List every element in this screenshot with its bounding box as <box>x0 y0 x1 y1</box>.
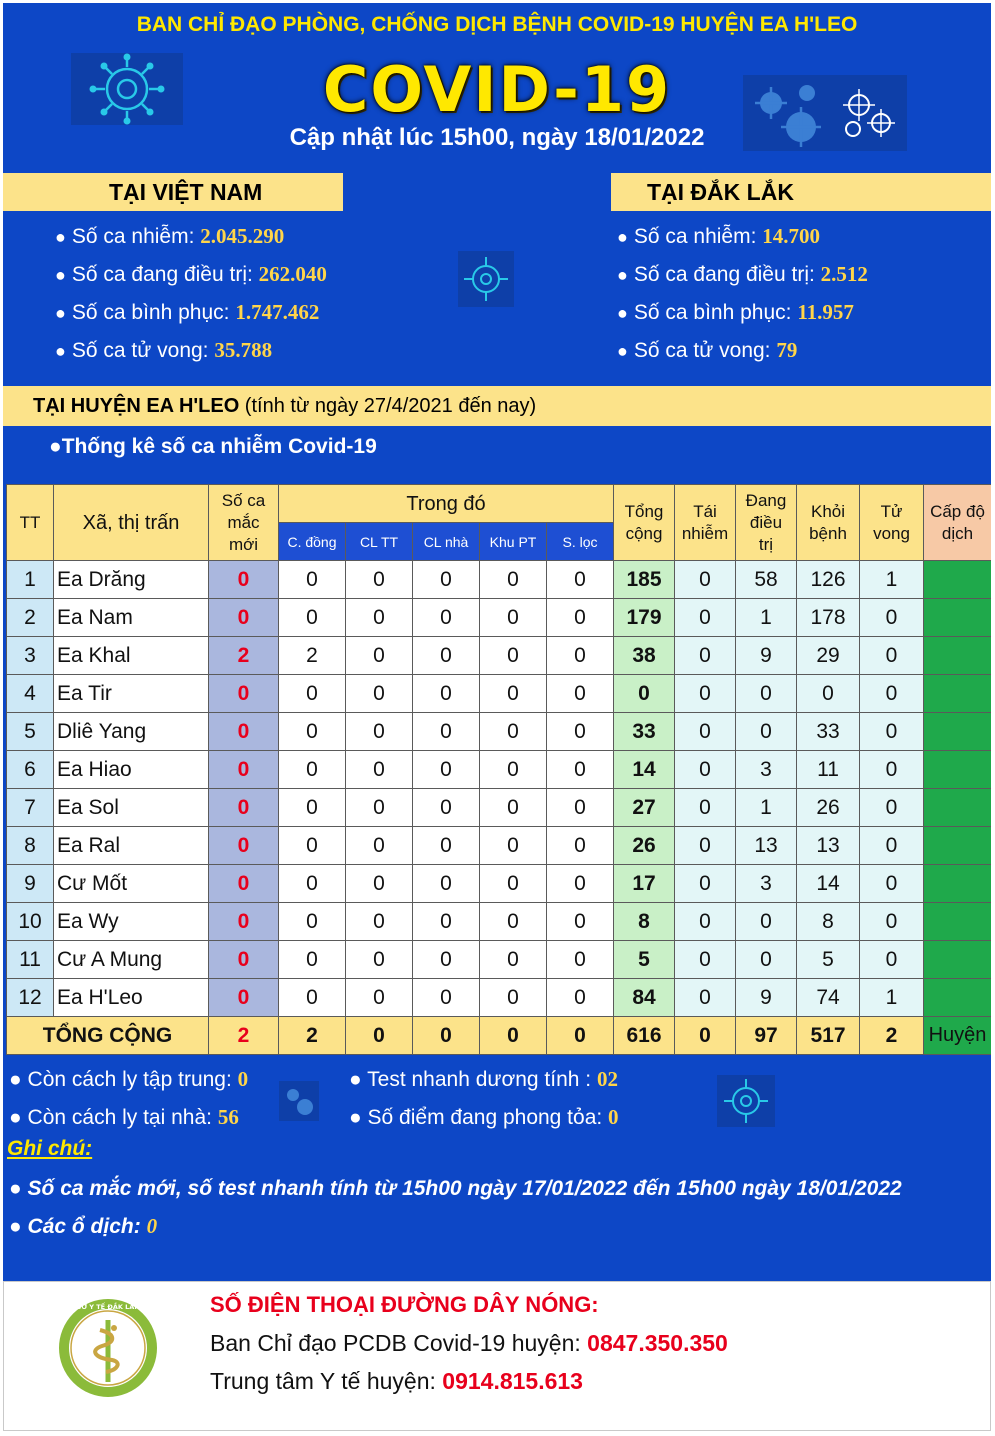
cell-name: Ea Hiao <box>54 751 209 789</box>
total-new: 2 <box>209 1017 279 1055</box>
th-cl-nha: CL nhà <box>413 523 480 561</box>
cell-total: 8 <box>614 903 675 941</box>
total-khupt: 0 <box>480 1017 547 1055</box>
cell-sloc: 0 <box>547 865 614 903</box>
cell-name: Ea H'Leo <box>54 979 209 1017</box>
cell-recov: 11 <box>797 751 860 789</box>
vn-infected: ● Số ca nhiễm: 2.045.290 <box>55 224 285 248</box>
cell-cltt: 0 <box>346 903 413 941</box>
cell-treat: 0 <box>736 941 797 979</box>
cell-reinf: 0 <box>675 599 736 637</box>
cell-recov: 178 <box>797 599 860 637</box>
cell-level <box>924 675 992 713</box>
cell-treat: 3 <box>736 751 797 789</box>
cell-reinf: 0 <box>675 637 736 675</box>
cell-khupt: 0 <box>480 979 547 1017</box>
cell-death: 0 <box>860 637 924 675</box>
total-sloc: 0 <box>547 1017 614 1055</box>
cell-cd: 0 <box>279 675 346 713</box>
logo-text: SỞ Y TẾ ĐẮK LẮK <box>76 1303 140 1311</box>
cell-clnha: 0 <box>413 561 480 599</box>
dl-treating: ● Số ca đang điều trị: 2.512 <box>617 262 868 286</box>
cases-table <box>6 484 991 1055</box>
cell-name: Ea Khal <box>54 637 209 675</box>
covid-title: COVID-19 <box>322 53 672 126</box>
cell-treat: 58 <box>736 561 797 599</box>
th-deaths: Tử vong <box>860 485 924 561</box>
virus-small-icon <box>458 251 514 307</box>
cell-reinf: 0 <box>675 903 736 941</box>
hotline-trung-tam-y-te: Trung tâm Y tế huyện: 0914.815.613 <box>210 1368 583 1394</box>
cell-khupt: 0 <box>480 903 547 941</box>
cell-clnha: 0 <box>413 637 480 675</box>
cell-new: 0 <box>209 979 279 1017</box>
th-s-loc: S. lọc <box>547 523 614 561</box>
cell-name: Dliê Yang <box>54 713 209 751</box>
rapid-test: ● Test nhanh dương tính : 02 <box>349 1067 618 1091</box>
cell-cd: 0 <box>279 827 346 865</box>
cell-death: 0 <box>860 599 924 637</box>
cell-cd: 0 <box>279 789 346 827</box>
cell-new: 0 <box>209 675 279 713</box>
dl-recovered: ● Số ca bình phục: 11.957 <box>617 300 854 324</box>
cell-sloc: 0 <box>547 561 614 599</box>
table-row <box>7 865 992 903</box>
th-new: Số ca mắc mới <box>209 485 279 561</box>
table-row <box>7 751 992 789</box>
total-death: 2 <box>860 1017 924 1055</box>
stats-subtitle: ●Thống kê số ca nhiễm Covid-19 <box>49 435 377 458</box>
total-cltt: 0 <box>346 1017 413 1055</box>
cell-cltt: 0 <box>346 637 413 675</box>
cell-new: 0 <box>209 599 279 637</box>
cell-level <box>924 789 992 827</box>
cell-reinf: 0 <box>675 941 736 979</box>
cell-treat: 0 <box>736 903 797 941</box>
cell-total: 33 <box>614 713 675 751</box>
vn-deaths: ● Số ca tử vong: 35.788 <box>55 338 273 362</box>
cell-tt: 6 <box>7 751 54 789</box>
th-khu-pt: Khu PT <box>480 523 547 561</box>
cell-death: 0 <box>860 789 924 827</box>
cell-clnha: 0 <box>413 789 480 827</box>
cell-khupt: 0 <box>480 789 547 827</box>
cell-death: 1 <box>860 979 924 1017</box>
total-recov: 517 <box>797 1017 860 1055</box>
cell-recov: 0 <box>797 675 860 713</box>
cell-level <box>924 865 992 903</box>
daklak-stats <box>617 217 868 369</box>
cell-death: 1 <box>860 561 924 599</box>
cell-total: 38 <box>614 637 675 675</box>
cell-recov: 33 <box>797 713 860 751</box>
health-department-logo <box>58 1296 158 1402</box>
cell-khupt: 0 <box>480 941 547 979</box>
cell-tt: 3 <box>7 637 54 675</box>
cell-clnha: 0 <box>413 827 480 865</box>
table-row <box>7 637 992 675</box>
cell-death: 0 <box>860 865 924 903</box>
cell-clnha: 0 <box>413 751 480 789</box>
cell-recov: 29 <box>797 637 860 675</box>
cell-clnha: 0 <box>413 713 480 751</box>
cell-sloc: 0 <box>547 979 614 1017</box>
cell-cd: 0 <box>279 941 346 979</box>
cell-death: 0 <box>860 675 924 713</box>
cell-sloc: 0 <box>547 599 614 637</box>
cell-level <box>924 751 992 789</box>
cell-name: Cư A Mung <box>54 941 209 979</box>
cell-level <box>924 903 992 941</box>
cell-new: 0 <box>209 561 279 599</box>
cell-khupt: 0 <box>480 827 547 865</box>
vn-recovered: ● Số ca bình phục: 1.747.462 <box>55 300 320 324</box>
cell-cd: 0 <box>279 561 346 599</box>
cell-cd: 0 <box>279 599 346 637</box>
isolation-center: ● Còn cách ly tập trung: 0 <box>9 1067 249 1091</box>
cell-name: Ea Ral <box>54 827 209 865</box>
cell-cltt: 0 <box>346 713 413 751</box>
update-time: Cập nhật lúc 15h00, ngày 18/01/2022 <box>289 124 705 151</box>
cell-level <box>924 827 992 865</box>
cell-level <box>924 979 992 1017</box>
th-cl-tt: CL TT <box>346 523 413 561</box>
th-level: Cấp độ dịch <box>924 485 992 561</box>
cell-reinf: 0 <box>675 751 736 789</box>
total-level: Huyện <box>924 1017 992 1055</box>
cell-recov: 126 <box>797 561 860 599</box>
cell-cltt: 0 <box>346 751 413 789</box>
cell-khupt: 0 <box>480 751 547 789</box>
table-row <box>7 713 992 751</box>
cell-new: 0 <box>209 827 279 865</box>
cell-cd: 2 <box>279 637 346 675</box>
cell-name: Ea Nam <box>54 599 209 637</box>
cell-cd: 0 <box>279 979 346 1017</box>
table-body <box>7 561 992 1017</box>
table-row <box>7 941 992 979</box>
cell-tt: 8 <box>7 827 54 865</box>
hotline-ban-chi-dao: Ban Chỉ đạo PCDB Covid-19 huyện: 0847.350.350 <box>210 1330 728 1356</box>
cell-tt: 4 <box>7 675 54 713</box>
cell-clnha: 0 <box>413 865 480 903</box>
cell-total: 14 <box>614 751 675 789</box>
th-recovered: Khỏi bệnh <box>797 485 860 561</box>
cell-sloc: 0 <box>547 827 614 865</box>
cell-sloc: 0 <box>547 675 614 713</box>
cell-new: 0 <box>209 865 279 903</box>
cell-khupt: 0 <box>480 637 547 675</box>
cell-new: 0 <box>209 941 279 979</box>
cell-cltt: 0 <box>346 941 413 979</box>
district-heading: TẠI HUYỆN EA H'LEO (tính từ ngày 27/4/2021 đến nay) <box>3 386 991 426</box>
total-cd: 2 <box>279 1017 346 1055</box>
table-row <box>7 979 992 1017</box>
cell-cltt: 0 <box>346 675 413 713</box>
cell-tt: 1 <box>7 561 54 599</box>
cell-khupt: 0 <box>480 561 547 599</box>
vietnam-stats <box>55 217 327 369</box>
cell-level <box>924 941 992 979</box>
cell-treat: 3 <box>736 865 797 903</box>
footer <box>3 1281 991 1431</box>
cell-cd: 0 <box>279 751 346 789</box>
th-tt: TT <box>7 485 54 561</box>
cell-khupt: 0 <box>480 713 547 751</box>
cell-total: 185 <box>614 561 675 599</box>
covid-poster <box>3 3 991 1281</box>
cell-new: 0 <box>209 789 279 827</box>
cell-death: 0 <box>860 713 924 751</box>
cell-sloc: 0 <box>547 713 614 751</box>
vn-treating: ● Số ca đang điều trị: 262.040 <box>55 262 327 286</box>
table-row <box>7 675 992 713</box>
note-2: ● Các ổ dịch: 0 <box>9 1214 158 1238</box>
th-community: C. đồng <box>279 523 346 561</box>
cell-treat: 0 <box>736 713 797 751</box>
virus-tiny-icon <box>279 1081 319 1121</box>
cell-treat: 9 <box>736 979 797 1017</box>
total-clnha: 0 <box>413 1017 480 1055</box>
cell-recov: 14 <box>797 865 860 903</box>
hotline-title: SỐ ĐIỆN THOẠI ĐƯỜNG DÂY NÓNG: <box>210 1292 599 1317</box>
table-row <box>7 561 992 599</box>
dl-infected: ● Số ca nhiễm: 14.700 <box>617 224 821 248</box>
cell-name: Cư Mốt <box>54 865 209 903</box>
cell-khupt: 0 <box>480 675 547 713</box>
total-row <box>7 1017 992 1055</box>
th-treating: Đang điều trị <box>736 485 797 561</box>
cell-total: 17 <box>614 865 675 903</box>
isolation-home: ● Còn cách ly tại nhà: 56 <box>9 1105 239 1129</box>
cell-cd: 0 <box>279 865 346 903</box>
lockdown-points: ● Số điểm đang phong tỏa: 0 <box>349 1105 619 1129</box>
cell-clnha: 0 <box>413 979 480 1017</box>
cell-sloc: 0 <box>547 789 614 827</box>
cell-treat: 1 <box>736 599 797 637</box>
cell-tt: 11 <box>7 941 54 979</box>
cell-clnha: 0 <box>413 675 480 713</box>
cell-khupt: 0 <box>480 865 547 903</box>
cell-tt: 9 <box>7 865 54 903</box>
cell-tt: 12 <box>7 979 54 1017</box>
virus-icon-bottom <box>717 1075 775 1127</box>
cell-name: Ea Drăng <box>54 561 209 599</box>
cell-reinf: 0 <box>675 713 736 751</box>
cell-death: 0 <box>860 903 924 941</box>
cell-recov: 26 <box>797 789 860 827</box>
total-reinf: 0 <box>675 1017 736 1055</box>
cell-cltt: 0 <box>346 827 413 865</box>
cell-total: 27 <box>614 789 675 827</box>
cell-reinf: 0 <box>675 789 736 827</box>
cell-clnha: 0 <box>413 903 480 941</box>
th-reinfected: Tái nhiễm <box>675 485 736 561</box>
th-trong-do: Trong đó <box>279 485 614 523</box>
cell-tt: 7 <box>7 789 54 827</box>
cell-treat: 1 <box>736 789 797 827</box>
cell-cltt: 0 <box>346 599 413 637</box>
cell-reinf: 0 <box>675 561 736 599</box>
cell-new: 0 <box>209 713 279 751</box>
vietnam-heading: TẠI VIỆT NAM <box>3 173 343 211</box>
cases-table-wrap <box>6 484 991 1055</box>
cell-new: 2 <box>209 637 279 675</box>
cell-level <box>924 599 992 637</box>
total-treat: 97 <box>736 1017 797 1055</box>
cell-total: 26 <box>614 827 675 865</box>
cell-cltt: 0 <box>346 979 413 1017</box>
cell-total: 5 <box>614 941 675 979</box>
cell-tt: 2 <box>7 599 54 637</box>
cell-sloc: 0 <box>547 941 614 979</box>
total-label: TỔNG CỘNG <box>7 1017 209 1055</box>
cell-khupt: 0 <box>480 599 547 637</box>
notes-label: Ghi chú: <box>7 1137 93 1160</box>
cell-reinf: 0 <box>675 865 736 903</box>
cell-cltt: 0 <box>346 865 413 903</box>
cell-recov: 8 <box>797 903 860 941</box>
th-name: Xã, thị trấn <box>54 485 209 561</box>
daklak-heading: TẠI ĐẮK LẮK <box>611 173 991 211</box>
cell-new: 0 <box>209 903 279 941</box>
total-total: 616 <box>614 1017 675 1055</box>
table-row <box>7 789 992 827</box>
th-total: Tổng cộng <box>614 485 675 561</box>
table-row <box>7 827 992 865</box>
cell-cltt: 0 <box>346 561 413 599</box>
cell-recov: 74 <box>797 979 860 1017</box>
cell-reinf: 0 <box>675 979 736 1017</box>
cell-new: 0 <box>209 751 279 789</box>
cell-tt: 5 <box>7 713 54 751</box>
cell-sloc: 0 <box>547 903 614 941</box>
cell-total: 179 <box>614 599 675 637</box>
cell-total: 0 <box>614 675 675 713</box>
cell-recov: 5 <box>797 941 860 979</box>
cell-sloc: 0 <box>547 637 614 675</box>
cell-death: 0 <box>860 941 924 979</box>
note-1: ● Số ca mắc mới, số test nhanh tính từ 15h00 ngày 17/01/2022 đến 15h00 ngày 18/01/2022 <box>9 1177 902 1200</box>
cell-name: Ea Tir <box>54 675 209 713</box>
cell-clnha: 0 <box>413 599 480 637</box>
cell-recov: 13 <box>797 827 860 865</box>
cell-sloc: 0 <box>547 751 614 789</box>
cell-level <box>924 637 992 675</box>
cell-name: Ea Sol <box>54 789 209 827</box>
cell-death: 0 <box>860 751 924 789</box>
cell-level <box>924 561 992 599</box>
cell-death: 0 <box>860 827 924 865</box>
cell-level <box>924 713 992 751</box>
cell-total: 84 <box>614 979 675 1017</box>
organization-title: BAN CHỈ ĐẠO PHÒNG, CHỐNG DỊCH BỆNH COVID-19 HUYỆN EA H'LEO <box>136 13 858 36</box>
table-row <box>7 599 992 637</box>
cell-treat: 9 <box>736 637 797 675</box>
cell-clnha: 0 <box>413 941 480 979</box>
cell-treat: 0 <box>736 675 797 713</box>
dl-deaths: ● Số ca tử vong: 79 <box>617 338 798 362</box>
cell-treat: 13 <box>736 827 797 865</box>
cell-cd: 0 <box>279 903 346 941</box>
cell-reinf: 0 <box>675 675 736 713</box>
cell-cltt: 0 <box>346 789 413 827</box>
cell-name: Ea Wy <box>54 903 209 941</box>
cell-reinf: 0 <box>675 827 736 865</box>
cell-cd: 0 <box>279 713 346 751</box>
cell-tt: 10 <box>7 903 54 941</box>
table-row <box>7 903 992 941</box>
